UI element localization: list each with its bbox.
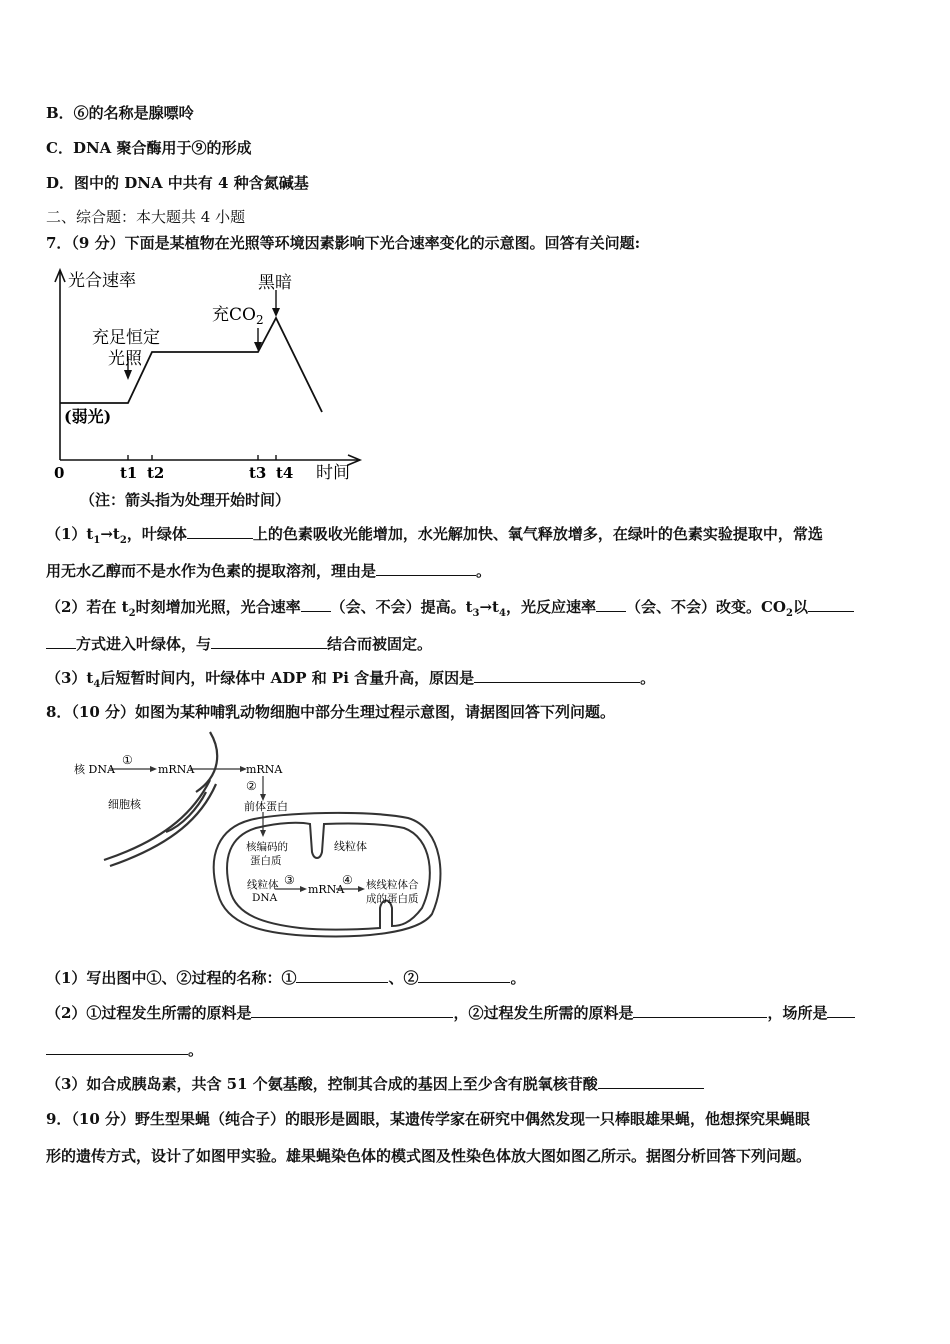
option-c: C．DNA 聚合酶用于⑨的形成 [46, 139, 252, 157]
answer-blank[interactable] [633, 1004, 767, 1018]
nuclear-protein-label-1: 核编码的 [246, 841, 288, 853]
answer-blank[interactable] [474, 669, 640, 683]
q7-part2-line2: 方式进入叶绿体，与 结合而被固定。 [46, 633, 432, 654]
answer-blank[interactable] [296, 969, 388, 983]
q7-part1-line1: $(1)t_1\to t_2$，叶绿体 上的色素吸收光能增加，水光解加快、氧气释放增多，在绿叶的色素实验提取中，常选 [46, 525, 823, 546]
nuclear-dna-label: 核 DNA [74, 763, 115, 776]
mito-protein-label-1: 核线粒体合 [366, 879, 419, 891]
q9-line1: 9．（10 分）野生型果蝇（纯合子）的眼形是圆眼，某遗传学家在研究中偶然发现一只棒眼雄果蝇，他想探究果蝇眼 [46, 1110, 811, 1128]
answer-blank[interactable] [46, 1041, 188, 1055]
step4-label: ④ [342, 873, 353, 887]
q7-part1-line2: 用无水乙醇而不是水作为色素的提取溶剂，理由是 。 [46, 562, 492, 580]
y-axis-label: 光合速率 [68, 271, 136, 291]
mrna-label-3: mRNA [308, 883, 345, 896]
option-d: D．图中的 DNA 中共有 4 种含氮碱基 [46, 174, 309, 192]
q7-photosynthesis-graph [40, 260, 380, 490]
precursor-protein-label: 前体蛋白 [244, 800, 288, 813]
q7-graph-note: （注：箭头指为处理开始时间） [80, 491, 291, 509]
answer-blank[interactable] [827, 1004, 855, 1018]
nuclear-envelope-lower-inner [104, 780, 210, 860]
answer-blank[interactable] [596, 598, 626, 612]
q9-line2: 形的遗传方式，设计了如图甲实验。雄果蝇染色体的模式图及性染色体放大图如图乙所示。据图分析回答下列问题。 [46, 1147, 812, 1165]
answer-blank[interactable] [376, 562, 476, 576]
answer-blank[interactable] [187, 525, 253, 539]
light-label-line2: 光照 [108, 349, 142, 369]
nuclear-protein-label-2: 蛋白质 [250, 855, 282, 867]
co2-label: 充$CO_2$ [212, 305, 264, 327]
q8-part3: （3）如合成胰岛素，共含 51 个氨基酸，控制其合成的基因上至少含有脱氧核苷酸 [46, 1073, 704, 1094]
x-axis-label: 时间 [316, 463, 350, 483]
mito-dna-label-2: DNA [252, 892, 278, 904]
t4-label: t4 [276, 464, 294, 482]
light-arrow-head [124, 370, 132, 380]
q8-part2-line1: （2）①过程发生所需的原料是 ，②过程发生所需的原料是 ，场所是 [46, 1002, 855, 1023]
t3-label: t3 [249, 464, 267, 482]
answer-blank[interactable] [301, 598, 331, 612]
step2-label: ② [246, 779, 257, 793]
origin-label: 0 [54, 464, 65, 482]
answer-blank[interactable] [251, 1004, 453, 1018]
option-b: B．⑥的名称是腺嘌呤 [46, 104, 194, 122]
mito-dna-label-1: 线粒体 [247, 879, 279, 891]
nucleus-label: 细胞核 [108, 798, 141, 811]
mrna-label-1: mRNA [158, 763, 195, 776]
q7-stem [46, 232, 640, 253]
step1-label: ① [122, 753, 133, 767]
answer-blank[interactable] [46, 635, 76, 649]
answer-blank[interactable] [808, 598, 854, 612]
answer-blank[interactable] [598, 1075, 704, 1089]
dark-arrow-head [272, 308, 280, 317]
t1-label: t1 [120, 464, 138, 482]
answer-blank[interactable] [418, 969, 510, 983]
dark-label: 黑暗 [258, 273, 292, 293]
section-heading: 二、综合题：本大题共 4 小题 [46, 208, 246, 226]
q8-stem: 8．（10 分）如图为某种哺乳动物细胞中部分生理过程示意图，请据图回答下列问题。 [46, 703, 616, 721]
q8-part2-line2: 。 [46, 1039, 203, 1060]
mitochondrion-label: 线粒体 [334, 840, 367, 853]
light-label-line1: 充足恒定 [92, 328, 160, 348]
q7-part3: $(3)t_4$后短暂时间内，叶绿体中 ADP 和 Pi 含量升高，原因是 。 [46, 669, 656, 690]
nuclear-envelope-upper [196, 732, 217, 792]
q8-part1: （1）写出图中①、②过程的名称：① 、② 。 [46, 969, 526, 987]
weak-light-label: (弱光) [64, 407, 112, 426]
q7-stem-text: 7．（9 分）下面是某植物在光照等环境因素影响下光合速率变化的示意图。回答有关问题: [46, 234, 641, 252]
q7-part2-line1: （2）若在 $t_2$时刻增加光照，光合速率 （会、不会）提高。$t_3\to t_4$，光反应速率 （会、不会）改变。$CO_2$以 [46, 596, 854, 619]
answer-blank[interactable] [211, 635, 327, 649]
mrna-label-2: mRNA [246, 763, 283, 776]
step3-label: ③ [284, 873, 295, 887]
mito-protein-label-2: 成的蛋白质 [366, 893, 419, 905]
t2-label: t2 [147, 464, 165, 482]
q8-cell-process-diagram [70, 728, 470, 946]
mitochondrion-inner-membrane [227, 823, 430, 930]
